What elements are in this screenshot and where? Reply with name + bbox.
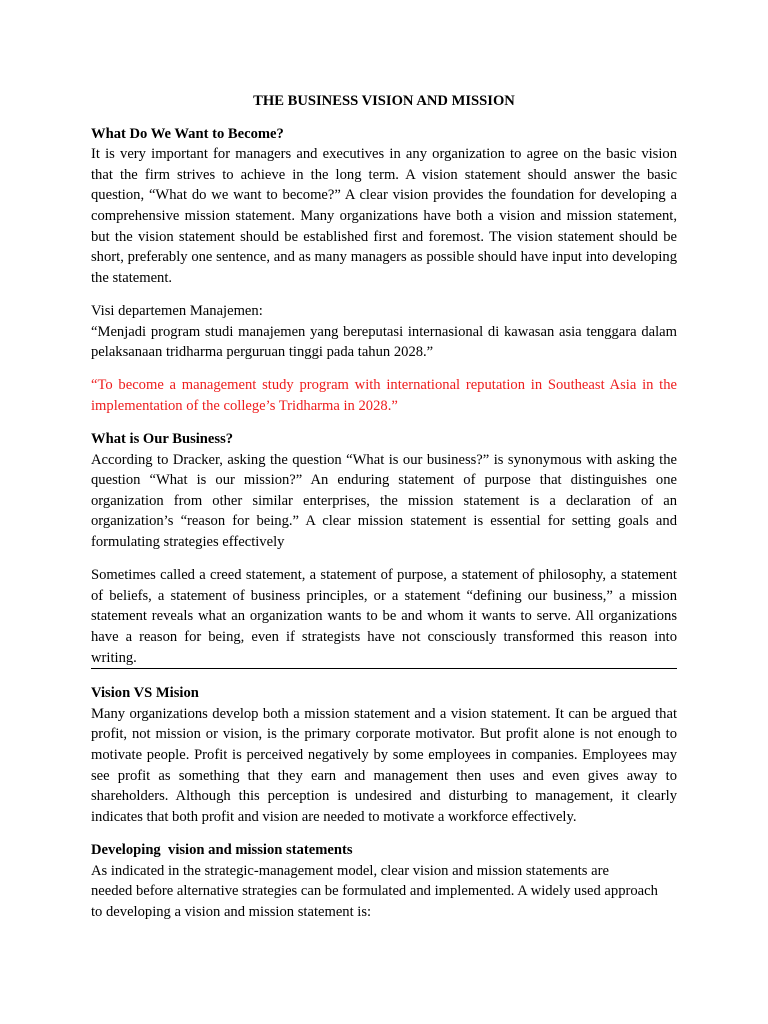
- section-heading: What is Our Business?: [91, 431, 234, 448]
- text-line: to developing a vision and mission statement is:: [91, 903, 372, 920]
- horizontal-divider: [91, 668, 677, 669]
- document-page: [91, 91, 677, 922]
- paragraph: According to Dracker, asking the question “What is our business?” is synonymous with asking the question “What is our mission?” An enduring statement of purpose that distinguishes one organization from other similar enterprises, the mission statement is a declaration of an organization’s “reason for being.” A clear mission statement is essential for setting goals and formulating strategies effectively: [91, 451, 677, 551]
- section-heading: What Do We Want to Become?: [91, 125, 284, 142]
- section-what-do-we-want-to-become: [91, 124, 677, 289]
- document-title: THE BUSINESS VISION AND MISSION: [253, 93, 515, 109]
- vision-label: Visi departemen Manajemen:: [91, 302, 263, 319]
- vision-quote: “Menjadi program studi manajemen yang bereputasi internasional di kawasan asia tenggara dalam pelaksanaan tridharma perguruan tinggi pada tahun 2028.”: [91, 323, 677, 361]
- section-vision-vs-mision: [91, 683, 677, 827]
- section-what-is-our-business: [91, 429, 677, 668]
- text-line: As indicated in the strategic-management model, clear vision and mission statements are: [91, 862, 609, 879]
- paragraph: Many organizations develop both a mission statement and a vision statement. It can be argued that profit, not mission or vision, is the primary corporate motivator. But profit alone is not enough to motivate people. Profit is perceived negatively by some employees in companies. Employees may see profit as something that they earn and management then uses and even gives away to shareholders. Although this perception is undesired and disturbing to management, it clearly indicates that both profit and vision are needed to motivate a workforce effectively.: [91, 705, 677, 825]
- paragraph: Sometimes called a creed statement, a statement of purpose, a statement of philosophy, a statement of beliefs, a statement of business principles, or a statement “defining our business,” a mission statement reveals what an organization wants to be and whom it wants to serve. All organizations have a reason for being, even if strategists have not consciously transformed this reason into writing.: [91, 567, 677, 666]
- section-visi-departemen: [91, 301, 677, 417]
- section-heading: Vision VS Mision: [91, 685, 199, 702]
- text-line: needed before alternative strategies can be formulated and implemented. A widely used approach: [91, 883, 658, 900]
- vision-translation: “To become a management study program with international reputation in Southeast Asia in the implementation of the college’s Tridharma in 2028.”: [91, 377, 677, 414]
- section-heading: Developing vision and mission statements: [91, 841, 353, 858]
- section-developing-statements: [91, 840, 677, 922]
- paragraph: It is very important for managers and executives in any organization to agree on the basic vision that the firm strives to achieve in the long term. A vision statement should answer the basic question, “What do we want to become?” A clear vision provides the foundation for developing a comprehensive mission statement. Many organizations have both a vision and mission statement, but the vision statement should be established first and foremost. The vision statement should be short, preferably one sentence, and as many managers as possible should have input into developing the statement.: [91, 146, 677, 286]
